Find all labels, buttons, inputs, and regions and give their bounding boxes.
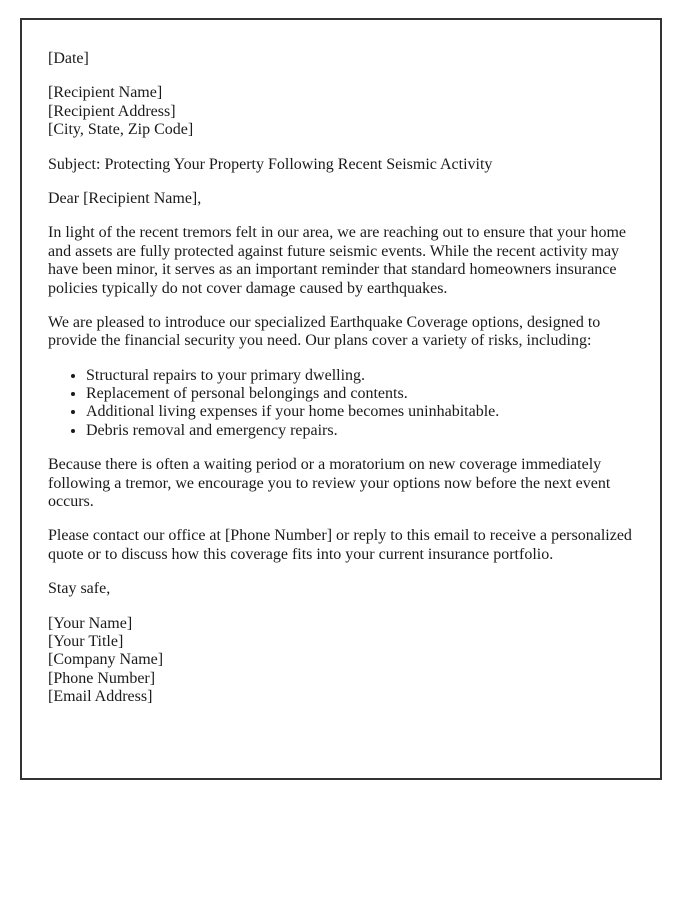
paragraph-waiting-period: Because there is often a waiting period or a moratorium on new coverage immediately following a tremor, we encourage you to review your options now before the next event occurs. (48, 456, 611, 511)
closing-line: Stay safe, (48, 580, 111, 598)
recipient-name-line: [Recipient Name] (48, 84, 163, 102)
subject-line: Subject: Protecting Your Property Following Recent Seismic Activity (48, 155, 493, 173)
list-item-living-expenses: • Additional living expenses if your home becomes uninhabitable. (86, 403, 634, 421)
paragraph-contact: Please contact our office at [Phone Number] or reply to this email to receive a personalized quote or to discuss how this coverage fits into your current insurance portfolio. (48, 527, 632, 563)
paragraph-coverage-offer: We are pleased to introduce our specialized Earthquake Coverage options, designed to provide the financial security you need. Our plans cover a variety of risks, including: (48, 313, 601, 350)
list-item-debris-removal: • Debris removal and emergency repairs. (86, 422, 634, 440)
recipient-address-line: [Recipient Address] (48, 102, 176, 120)
signature-block (48, 615, 634, 707)
signature-phone-line: [Phone Number] (48, 669, 156, 687)
date-placeholder: [Date] (48, 50, 89, 67)
paragraph-intro: In light of the recent tremors felt in our area, we are reaching out to ensure that your home and assets are fully protected against future seismic events. While the recent activity may have been minor, it serves as an important reminder that standard homeowners insurance policies typically do not cover damage caused by earthquakes. (48, 224, 626, 297)
recipient-city-state-zip-line: [City, State, Zip Code] (48, 121, 194, 139)
signature-company-line: [Company Name] (48, 651, 164, 669)
signature-email-line: [Email Address] (48, 688, 153, 706)
letter-page-frame (20, 18, 662, 780)
list-item-structural-repairs: • Structural repairs to your primary dwelling. (86, 367, 634, 385)
letter-body (48, 50, 634, 707)
signature-title-line: [Your Title] (48, 632, 124, 650)
salutation: Dear [Recipient Name], (48, 189, 202, 207)
list-item-belongings-replacement: • Replacement of personal belongings and contents. (86, 385, 634, 403)
signature-name-line: [Your Name] (48, 614, 133, 632)
recipient-address-block (48, 84, 634, 139)
coverage-list (48, 367, 634, 441)
